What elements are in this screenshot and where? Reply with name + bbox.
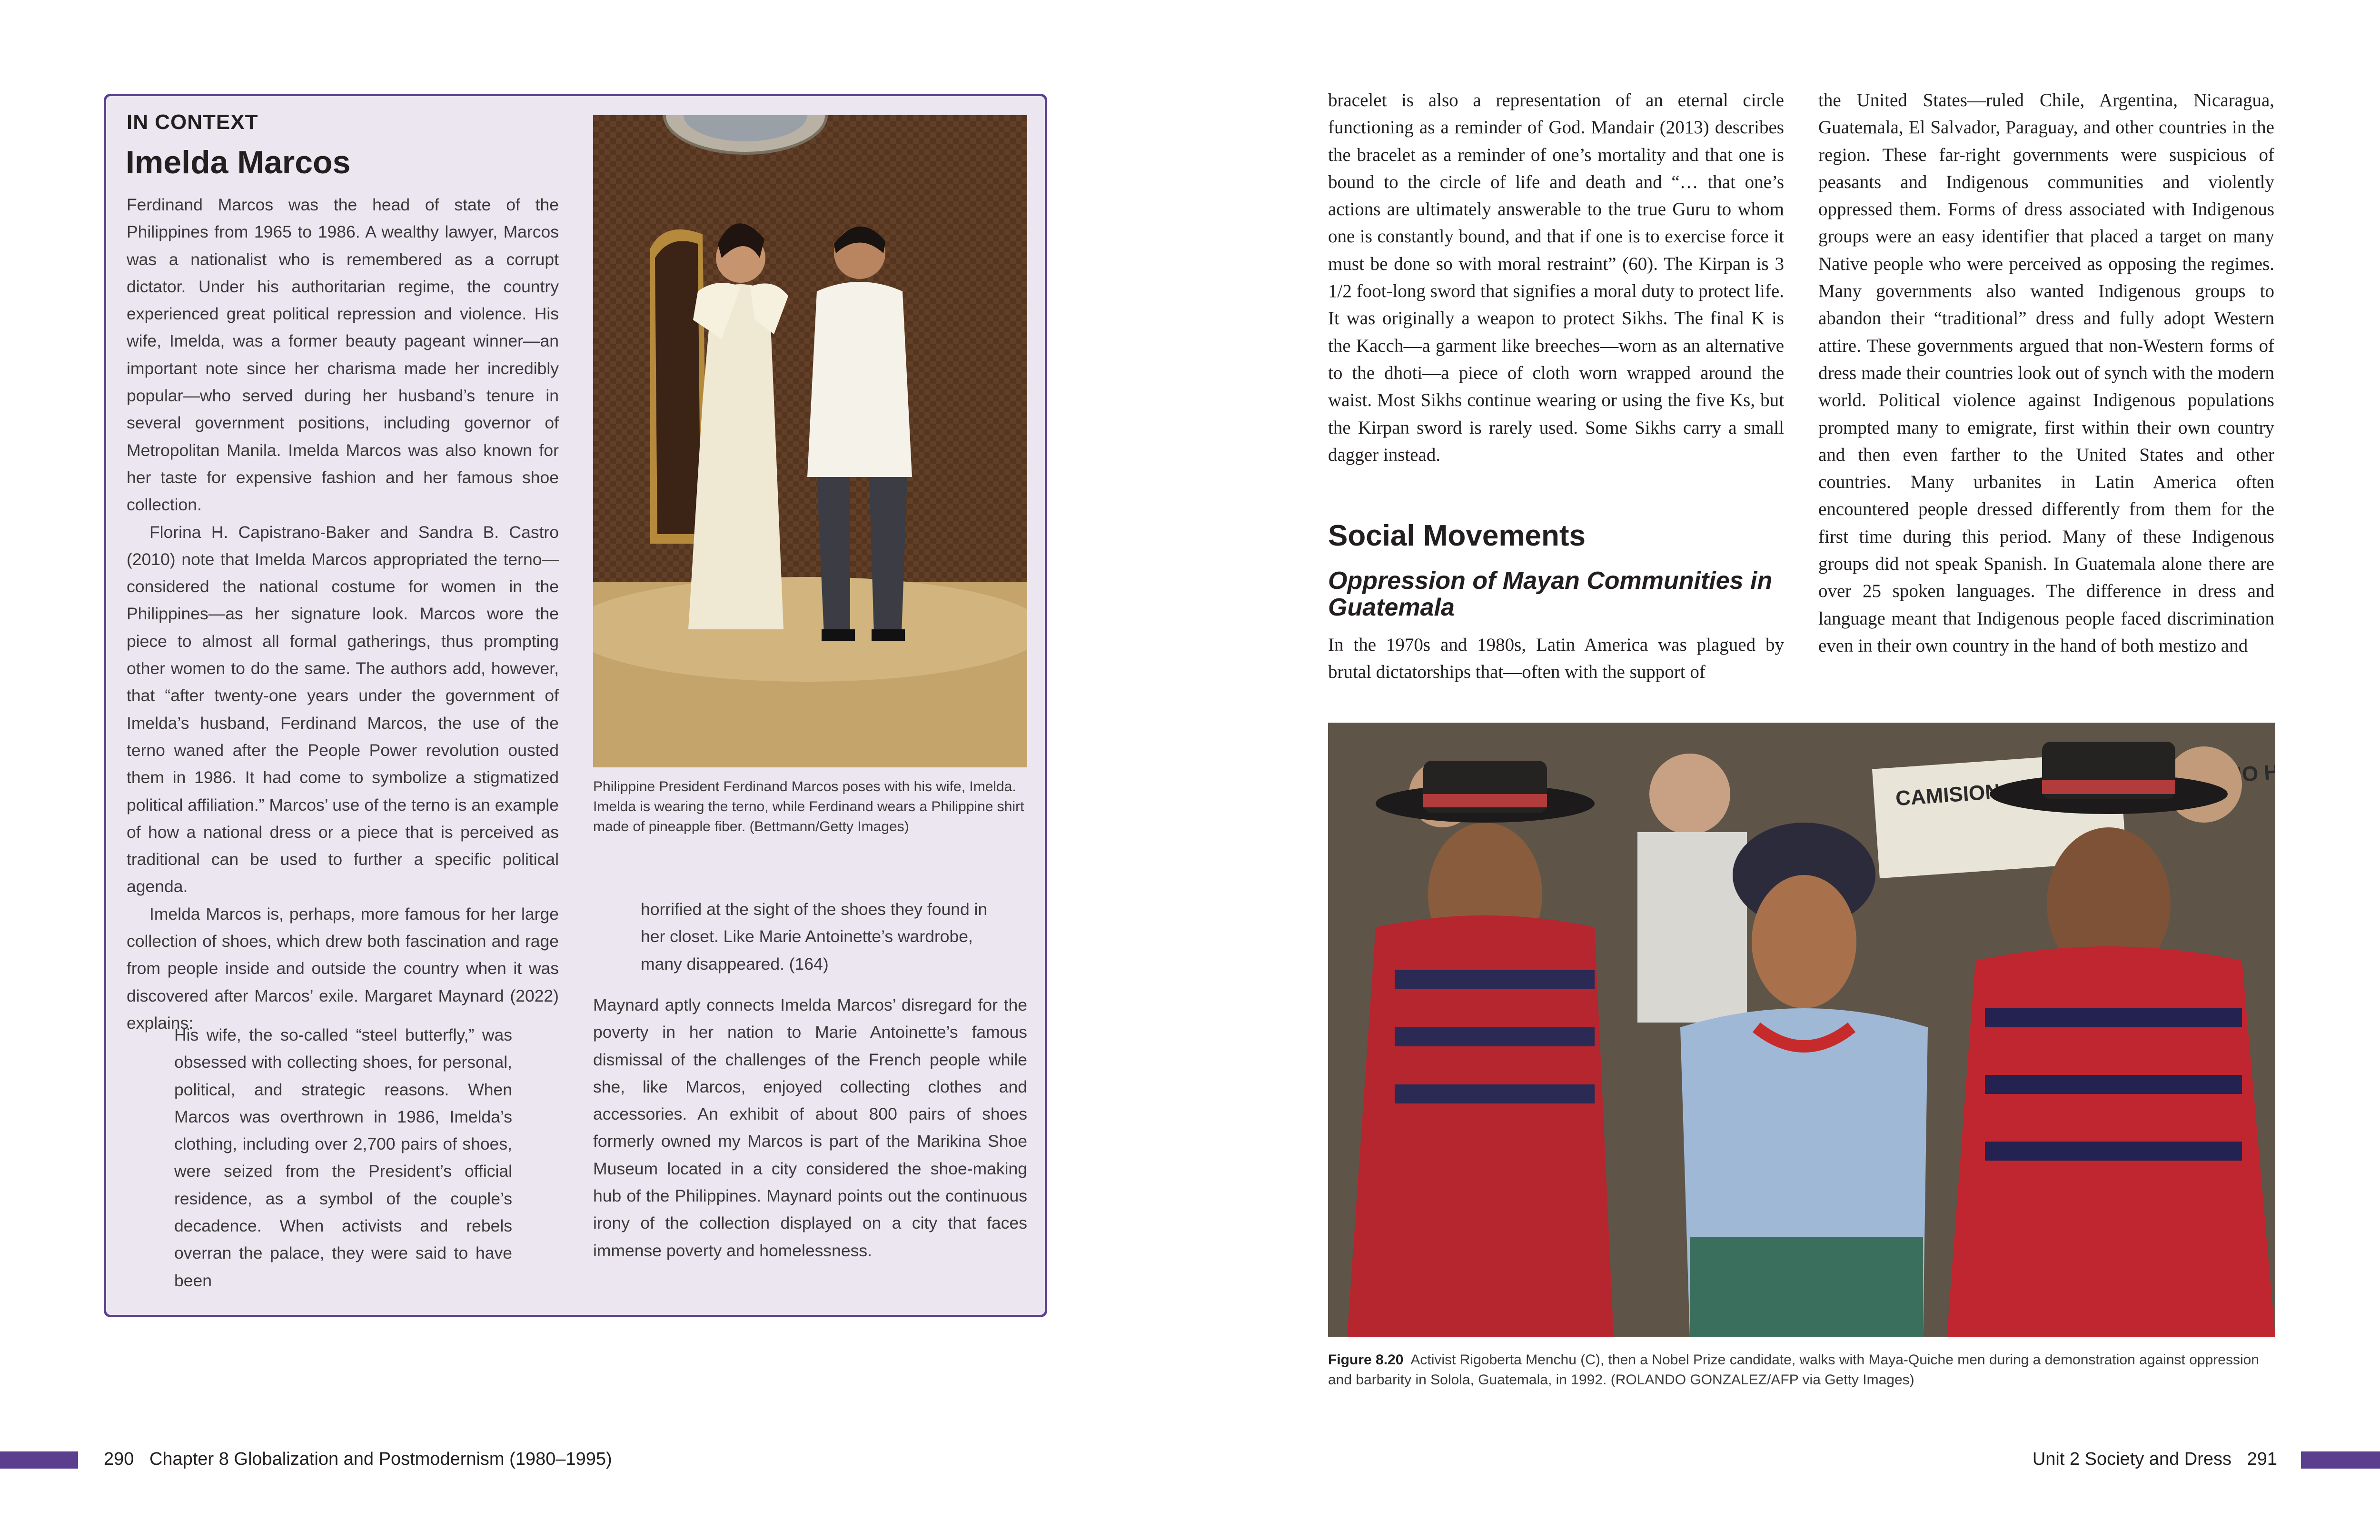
banner-text: CAMISION HUM [1894,758,2275,811]
figure-caption-text: Activist Rigoberta Menchu (C), then a Nobel Prize candidate, walks with Maya-Quiche men during a demonstration against oppression and barbarity in Solola, Guatemala, in 1992. (ROLANDO GONZALEZ/AFP via Getty Images) [1328,1352,2259,1388]
sidebar-title: Imelda Marcos [126,144,351,180]
marcos-photo-caption: Philippine President Ferdinand Marcos poses with his wife, Imelda. Imelda is wearing the terno, while Ferdinand wears a Philippine shirt made of pineapple fiber. (Bettmann/Getty Images) [593,779,1024,835]
menchu-photo-illustration [1328,723,2275,1337]
marcos-photo [593,115,1027,767]
section-heading: Social Movements [1328,519,1586,552]
menchu-photo [1328,723,2275,1337]
sidebar-paragraph: Maynard aptly connects Imelda Marcos’ disregard for the poverty in her nation to Marie Antoinette’s famous dismissal of the challenges of the French people while she, like Marcos, enjoyed collecting clothes and accessories. An exhibit of about 800 pairs of shoes formerly owned my Marcos is part of the Marikina Shoe Museum located in a city considered the shoe-making hub of the Philippines. Maynard points out the continuous irony of the collection displayed on a city that faces immense poverty and homelessness. [593,995,1027,1260]
sidebar-paragraph: Imelda Marcos is, perhaps, more famous for her large collection of shoes, which drew both fascination and rage from people inside and outside the country when it was discovered after Marcos’ exile. Margaret Maynard (2022) explains: [127,904,559,1033]
subsection-heading: Oppression of Mayan Communities in Guatemala [1328,567,1773,621]
sidebar-left-column [127,191,559,1037]
figure-caption [1328,1350,2275,1390]
sidebar-paragraph: Florina H. Capistrano-Baker and Sandra B. Castro (2010) note that Imelda Marcos appropriated the terno—considered the national costume for women in the Philippines—as her signature look. Marcos wore the piece to almost all formal gatherings, thus prompting other women to do the same. The authors add, however, that “after twenty-one years under the government of Imelda’s husband, Ferdinand Marcos, the use of the terno waned after the People Power revolution ousted them in 1986. It had come to symbolize a stigmatized political affiliation.” Marcos’ use of the terno is an example of how a national dress or a piece that is perceived as traditional can be used to further a specific political agenda. [127,522,559,896]
body-column-1-top [1328,87,1784,468]
blockquote-part-1: His wife, the so-called “steel butterfly,” was obsessed with collecting shoes, for personal, political, and strategic reasons. When Marcos was overthrown in 1986, Imelda’s clothing, including over 2,700 pairs of shoes, were seized from the President’s official residence, as a symbol of the couple’s decadence. When activists and rebels overran the palace, they were said to have been [174,1025,512,1290]
body-paragraph: bracelet is also a representation of an eternal circle functioning as a reminder of God. Mandair (2013) describes the bracelet as a reminder of one’s mortality and that one is bound to the circle of life and death and “… that one’s actions are ultimately answerable to the true Guru to whom one is constantly bound, and that if one is to exercise force it must be done so with moral restraint” (60). The Kirpan is 3 1/2 foot-long sword that signifies a moral duty to protect life. It was originally a weapon to protect Sikhs. The final K is the Kacch—a garment like breeches—worn as an alternative to the dhoti—a piece of cloth worn wrapped around the waist. Most Sikhs continue wearing or using the five Ks, but the Kirpan sword is rarely used. Some Sikhs carry a small dagger instead. [1328,90,1784,465]
sidebar-paragraph: Ferdinand Marcos was the head of state of the Philippines from 1965 to 1986. A wealthy lawyer, Marcos was a nationalist who is remembered as a corrupt dictator. Under his authoritarian regime, the country experienced great political repression and violence. His wife, Imelda, was a former beauty pageant winner—an important note since her charisma made her incredibly popular—who served during her husband’s tenure in several government positions, including governor of Metropolitan Manila. Imelda Marcos was also known for her taste for expensive fashion and her famous shoe collection. [127,195,559,515]
body-column-1-bottom [1328,631,1784,686]
page-number-left: 290 [104,1449,134,1469]
footer-accent-bar-right [2301,1451,2380,1469]
marcos-photo-illustration [593,115,1027,767]
footer-left [104,1449,612,1470]
sidebar-right-column [593,992,1027,1264]
footer-right [2033,1449,2277,1470]
page-number-right: 291 [2247,1449,2277,1469]
body-column-2 [1818,87,2274,659]
blockquote-part-2: horrified at the sight of the shoes they found in her closet. Like Marie Antoinette’s wardrobe, many disappeared. (164) [641,900,988,974]
unit-running-head: Unit 2 Society and Dress [2032,1449,2232,1469]
figure-label: Figure 8.20 [1328,1352,1404,1368]
body-paragraph: In the 1970s and 1980s, Latin America was plagued by brutal dictatorships that—often with the support of [1328,635,1784,683]
body-paragraph: the United States—ruled Chile, Argentina, Nicaragua, Guatemala, El Salvador, Paraguay, and other countries in the region. These far-right governments were suspicious of peasants and Indigenous communities and violently oppressed them. Forms of dress associated with Indigenous groups were an easy identifier that placed a target on many Native people who were perceived as opposing the regimes. Many governments also wanted Indigenous groups to abandon their “traditional” dress and fully adopt Western attire. These governments argued that non-Western forms of dress made their countries look out of synch with the modern world. Political violence against Indigenous populations prompted many to emigrate, first within their own country and then even farther to the United States and other countries. Many urbanites in Latin America often encountered people dressed differently from them for the first time during this period. Many of these Indigenous groups did not speak Spanish. In Guatemala alone there are over 25 spoken languages. The difference in dress and language meant that Indigenous people faced discrimination even in their own country in the hand of both mestizo and [1818,90,2274,656]
footer-accent-bar-left [0,1451,78,1469]
context-label: IN CONTEXT [127,110,258,134]
chapter-running-head: Chapter 8 Globalization and Postmodernism (1980–1995) [149,1449,612,1469]
